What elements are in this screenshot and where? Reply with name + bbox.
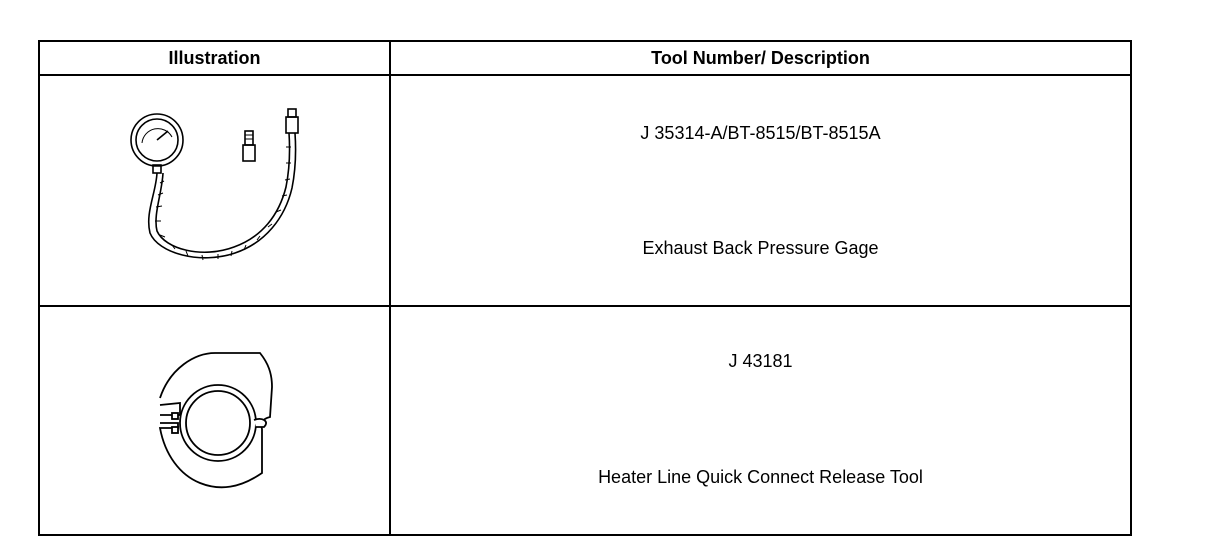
pressure-gauge-icon	[120, 103, 310, 273]
tool-description: Exhaust Back Pressure Gage	[642, 238, 879, 258]
header-illustration: Illustration	[39, 41, 390, 75]
table-row	[39, 306, 1131, 535]
description-cell	[390, 306, 1131, 535]
tool-table	[38, 40, 1132, 536]
header-row	[39, 41, 1131, 75]
illustration-cell	[39, 306, 390, 535]
table-row	[39, 75, 1131, 306]
illustration-cell	[39, 75, 390, 306]
tool-number: J 43181	[728, 351, 793, 371]
release-tool-icon	[150, 343, 280, 493]
description-cell	[390, 75, 1131, 306]
header-description: Tool Number/ Description	[390, 41, 1131, 75]
tool-number: J 35314-A/BT-8515/BT-8515A	[640, 123, 881, 143]
tool-description: Heater Line Quick Connect Release Tool	[598, 467, 923, 487]
